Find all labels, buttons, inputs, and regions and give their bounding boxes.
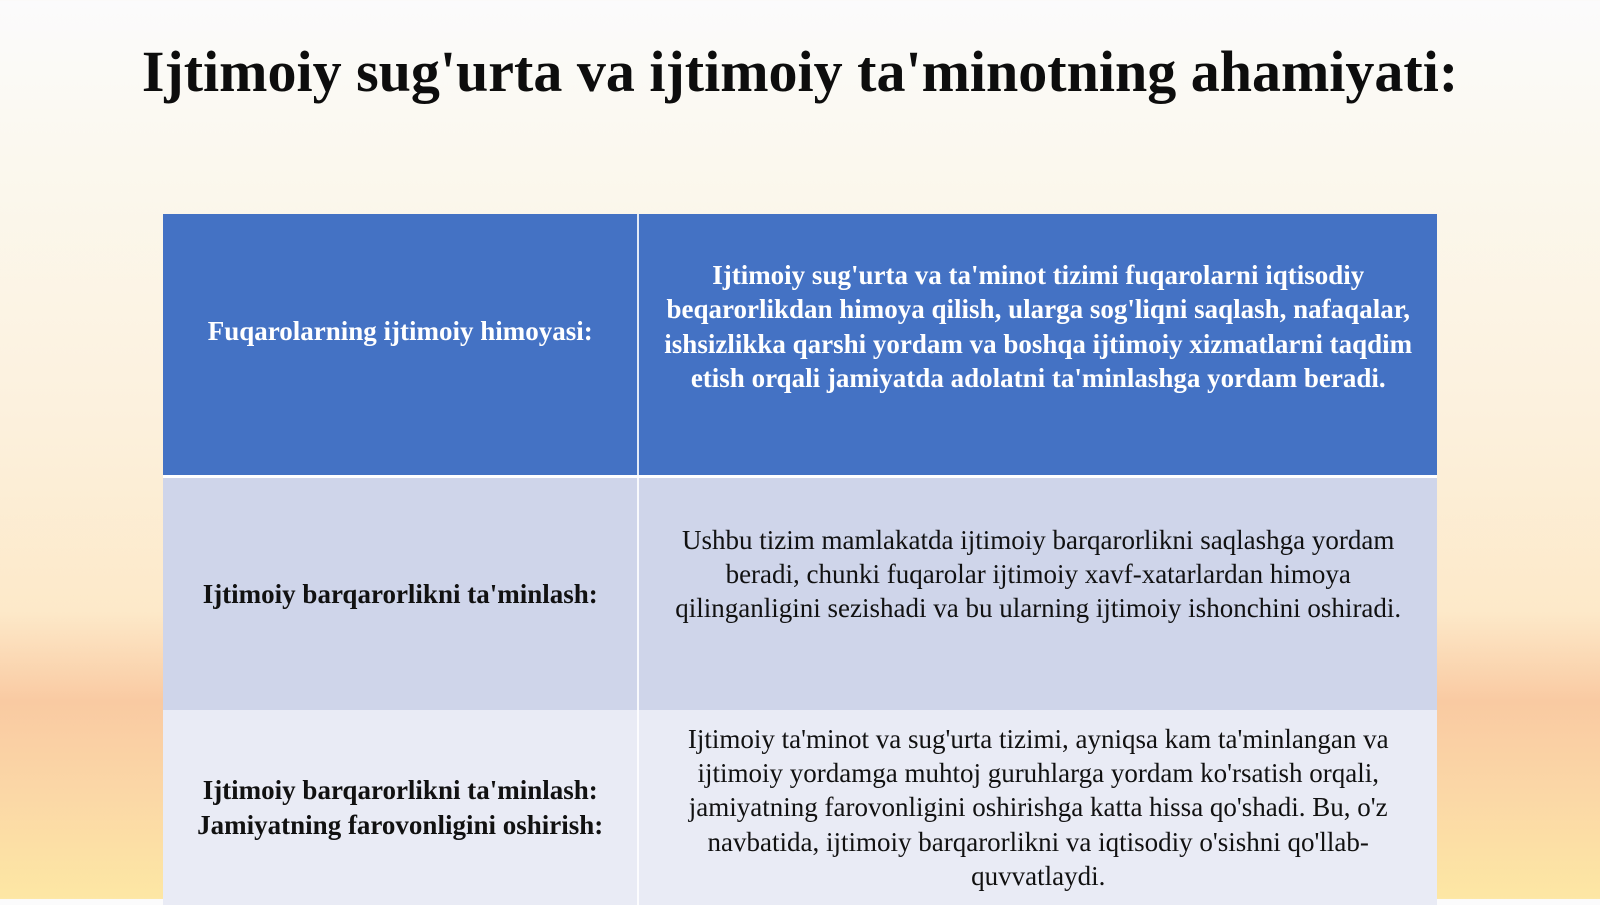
info-table — [163, 214, 1437, 905]
table-cell-description: Ushbu tizim mamlakatda ijtimoiy barqarorlikni saqlashga yordam beradi, chunki fuqarolar ijtimoiy xavf-xatarlardan himoya qilinganligini sezishadi va bu ularning ijtimoiy ishonchini oshiradi. — [638, 477, 1437, 711]
table-cell-description: Ijtimoiy sug'urta va ta'minot tizimi fuqarolarni iqtisodiy beqarorlikdan himoya qilish, ularga sog'liqni saqlash, nafaqalar, ishsizlikka qarshi yordam va boshqa ijtimoiy xizmatlarni taqdim etish orqali jamiyatda adolatni ta'minlashga yordam beradi. — [638, 214, 1437, 477]
row-label-line-2: Jamiyatning farovonligini oshirish: — [197, 809, 604, 840]
table-cell-label — [163, 477, 638, 711]
table-cell-label — [163, 214, 638, 477]
table-cell-label — [163, 710, 638, 905]
row-label-line-1: Ijtimoiy barqarorlikni ta'minlash: — [202, 775, 598, 806]
slide-title: Ijtimoiy sug'urta va ijtimoiy ta'minotning ahamiyati: — [141, 39, 1459, 104]
table-row-citizen-protection — [163, 214, 1437, 477]
table-row-social-stability — [163, 477, 1437, 711]
row-label: Fuqarolarning ijtimoiy himoyasi: — [207, 316, 593, 347]
row-label: Ijtimoiy barqarorlikni ta'minlash: — [202, 578, 598, 609]
table-row-society-welfare — [163, 710, 1437, 905]
table-cell-description: Ijtimoiy ta'minot va sug'urta tizimi, ayniqsa kam ta'minlangan va ijtimoiy yordamga muhtoj guruhlarga yordam ko'rsatish orqali, jamiyatning farovonligini oshirishga katta hissa qo'shadi. Bu, o'z navbatida, ijtimoiy barqarorlikni va iqtisodiy o'sishni qo'llab-quvvatlaydi. — [638, 710, 1437, 905]
